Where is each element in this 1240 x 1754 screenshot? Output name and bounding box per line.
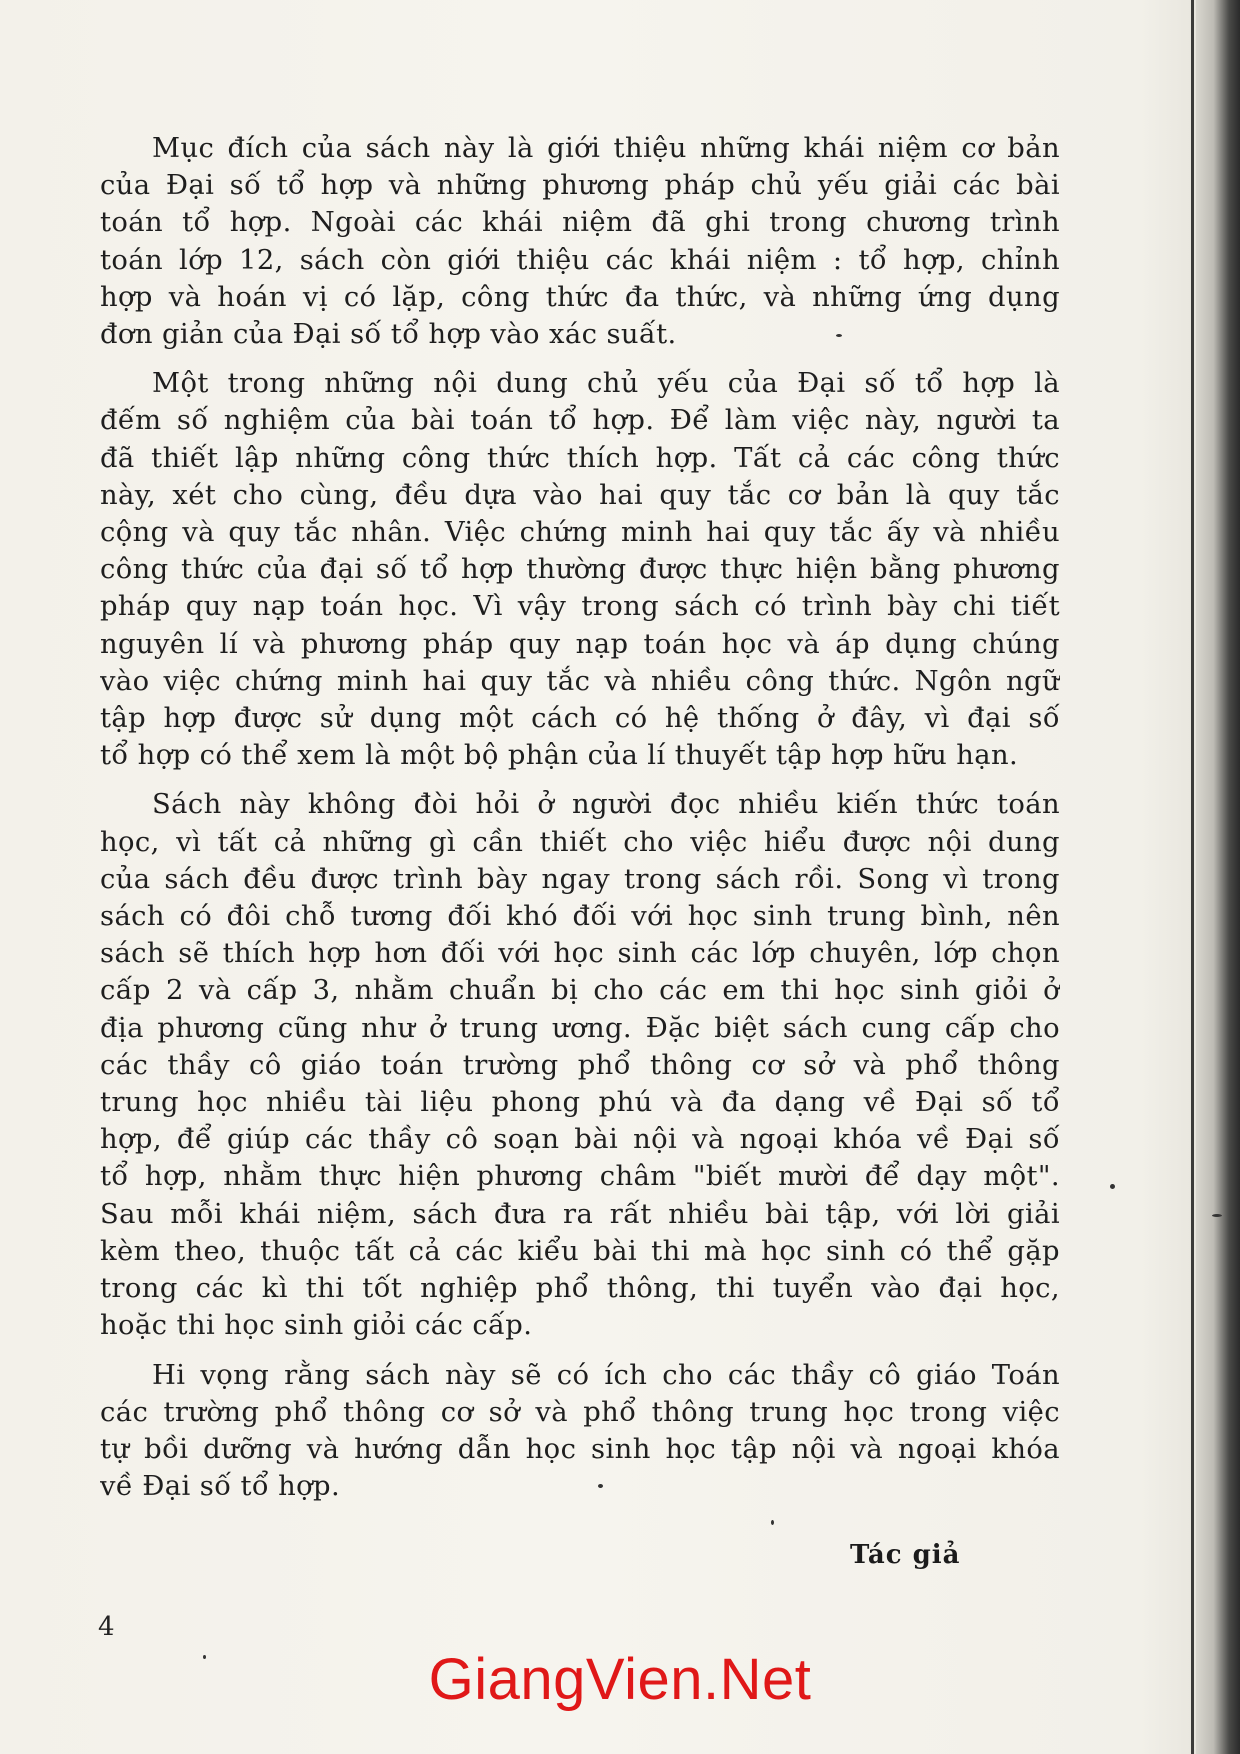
text-line: đếm số nghiệm của bài toán tổ hợp. Để làm việc này, người ta bbox=[100, 405, 1060, 437]
text-line: đã thiết lập những công thức thích hợp. Tất cả các công thức bbox=[100, 442, 1060, 474]
text-line: sách sẽ thích hợp hơn đối với học sinh các lớp chuyên, lớp chọn bbox=[100, 938, 1060, 970]
text-line: kèm theo, thuộc tất cả các kiểu bài thi mà học sinh có thể gặp bbox=[100, 1235, 1060, 1267]
text-line: hoặc thi học sinh giỏi các cấp. bbox=[100, 1310, 533, 1342]
scan-speck bbox=[203, 1655, 206, 1659]
text-line: địa phương cũng như ở trung ương. Đặc biệt sách cung cấp cho bbox=[100, 1012, 1060, 1044]
scan-speck bbox=[1110, 1184, 1115, 1189]
text-line: vào việc chứng minh hai quy tắc và nhiều công thức. Ngôn ngữ bbox=[100, 665, 1060, 697]
text-line: tổ hợp, nhằm thực hiện phương châm "biết mười để dạy một". bbox=[100, 1161, 1060, 1193]
text-line: toán lớp 12, sách còn giới thiệu các khái niệm : tổ hợp, chỉnh bbox=[100, 244, 1060, 276]
text-line: của Đại số tổ hợp và những phương pháp chủ yếu giải các bài bbox=[100, 170, 1060, 202]
text-line: hợp và hoán vị có lặp, công thức đa thức, và những ứng dụng bbox=[100, 281, 1060, 313]
text-line: tập hợp được sử dụng một cách có hệ thống ở đây, vì đại số bbox=[100, 703, 1060, 735]
text-line: hợp, để giúp các thầy cô soạn bài nội và ngoại khóa về Đại số bbox=[100, 1124, 1060, 1156]
text-line: cộng và quy tắc nhân. Việc chứng minh hai quy tắc ấy và nhiều bbox=[100, 517, 1060, 549]
text-line: này, xét cho cùng, đều dựa vào hai quy tắc cơ bản là quy tắc bbox=[100, 479, 1060, 511]
text-line: tự bồi dưỡng và hướng dẫn học sinh học tập nội và ngoại khóa bbox=[100, 1433, 1060, 1465]
text-line: của sách đều được trình bày ngay trong sách rồi. Song vì trong bbox=[100, 863, 1060, 895]
text-line: Sách này không đòi hỏi ở người đọc nhiều kiến thức toán bbox=[152, 789, 1060, 821]
text-line: pháp quy nạp toán học. Vì vậy trong sách có trình bày chi tiết bbox=[100, 591, 1060, 623]
preface-body bbox=[100, 130, 1060, 1517]
scan-speck bbox=[598, 1484, 603, 1488]
text-line: học, vì tất cả những gì cần thiết cho việc hiểu được nội dung bbox=[100, 826, 1060, 858]
watermark-text: GiangVien.Net bbox=[428, 1647, 812, 1712]
text-line: tổ hợp có thể xem là một bộ phận của lí thuyết tập hợp hữu hạn. bbox=[100, 740, 1019, 772]
text-line: nguyên lí và phương pháp quy nạp toán học và áp dụng chúng bbox=[100, 628, 1060, 660]
paragraph-2 bbox=[100, 365, 1060, 774]
text-line: sách có đôi chỗ tương đối khó đối với học sinh trung bình, nên bbox=[100, 901, 1060, 933]
text-line: Sau mỗi khái niệm, sách đưa ra rất nhiều bài tập, với lời giải bbox=[100, 1198, 1060, 1230]
paragraph-1 bbox=[100, 130, 1060, 353]
scan-speck bbox=[836, 334, 842, 337]
text-line: các trường phổ thông cơ sở và phổ thông trung học trong việc bbox=[100, 1396, 1060, 1428]
text-line: đơn giản của Đại số tổ hợp vào xác suất. bbox=[100, 319, 677, 351]
text-line: các thầy cô giáo toán trường phổ thông cơ sở và phổ thông bbox=[100, 1049, 1060, 1081]
scan-speck bbox=[771, 1520, 774, 1525]
text-line: công thức của đại số tổ hợp thường được thực hiện bằng phương bbox=[100, 554, 1060, 586]
text-line: cấp 2 và cấp 3, nhằm chuẩn bị cho các em thi học sinh giỏi ở bbox=[100, 975, 1060, 1007]
text-line: trung học nhiều tài liệu phong phú và đa dạng về Đại số tổ bbox=[100, 1087, 1060, 1119]
page-number: 4 bbox=[98, 1612, 115, 1642]
page-edge-shadow bbox=[1196, 0, 1240, 1754]
text-line: toán tổ hợp. Ngoài các khái niệm đã ghi trong chương trình bbox=[100, 207, 1060, 239]
text-line: Một trong những nội dung chủ yếu của Đại số tổ hợp là bbox=[152, 368, 1060, 400]
scan-speck bbox=[1212, 1214, 1222, 1217]
paragraph-3 bbox=[100, 786, 1060, 1344]
author-signature: Tác giả bbox=[850, 1540, 961, 1570]
binding-edge-line bbox=[1191, 0, 1194, 1754]
text-line: trong các kì thi tốt nghiệp phổ thông, thi tuyển vào đại học, bbox=[100, 1273, 1060, 1305]
text-line: về Đại số tổ hợp. bbox=[100, 1471, 341, 1503]
text-line: Hi vọng rằng sách này sẽ có ích cho các thầy cô giáo Toán bbox=[152, 1359, 1060, 1391]
paragraph-4 bbox=[100, 1357, 1060, 1506]
text-line: Mục đích của sách này là giới thiệu những khái niệm cơ bản bbox=[152, 133, 1060, 164]
